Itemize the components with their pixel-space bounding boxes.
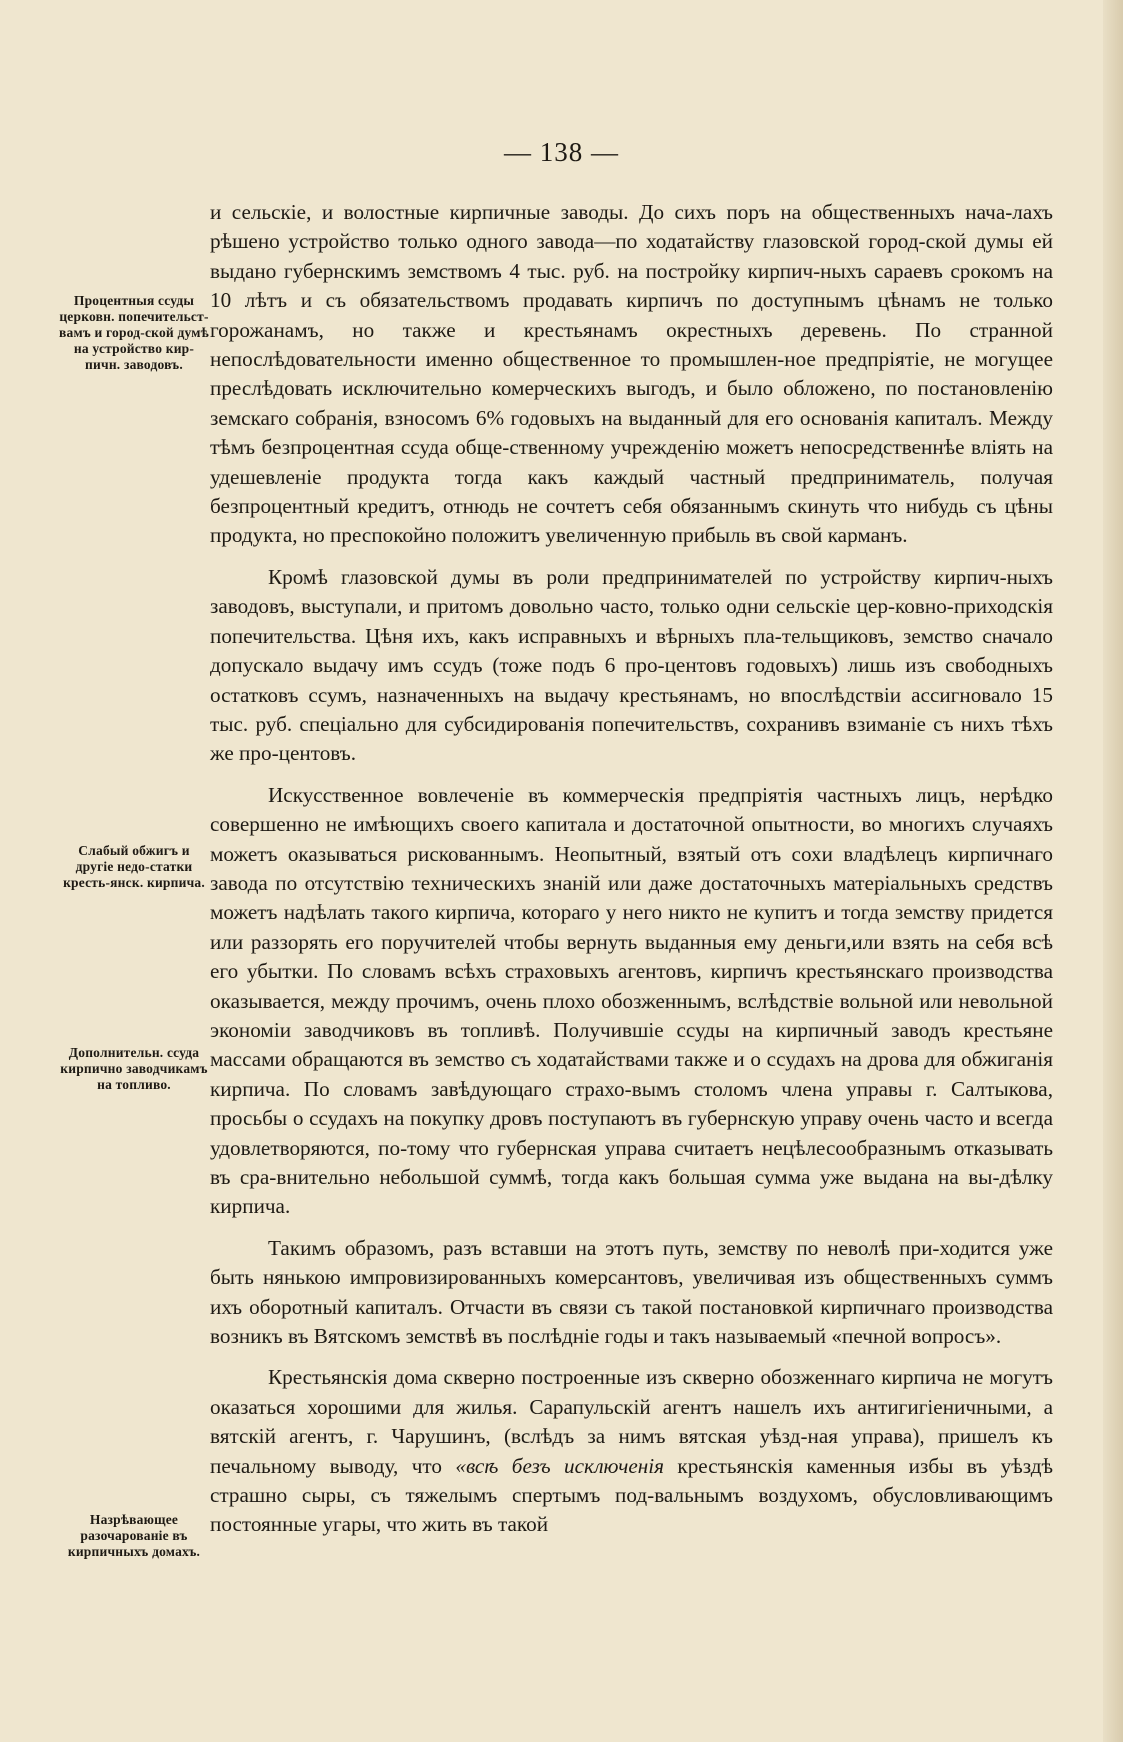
paragraph-text: крестьянскія каменныя избы въ уѣздѣ страшно сыры, съ тяжелымъ спертымъ под-вальнымъ воздухомъ, обусловливающимъ постоянные угары, что жить въ такой [210, 1453, 1053, 1537]
margin-note-disappointment: Назрѣвающее разочарованіе въ кирпичныхъ домахъ. [67, 1512, 201, 1559]
paragraph: Кромѣ глазовской думы въ роли предпринимателей по устройству кирпич-ныхъ заводовъ, выступали, и притомъ довольно часто, только одни сельскіе цер-ковно-приходскія попечительства. Цѣня ихъ, какъ исправныхъ и вѣрныхъ пла-тельщиковъ, земство сначало допускало выдачу имъ ссудъ (тоже подъ 6 про-центовъ годовыхъ) лишь изъ свободныхъ остатковъ ссумъ, назначенныхъ на выдачу крестьянамъ, но впослѣдствіи ассигновало 15 тыс. руб. спеціально для субсидированія попечительствъ, сохранивъ взиманіе съ нихъ тѣхъ же про-центовъ. [210, 564, 1053, 766]
paragraph: Такимъ образомъ, разъ вставши на этотъ путь, земству по неволѣ при-ходится уже быть нянькою импровизированныхъ комерсантовъ, увеличивая изъ общественныхъ суммъ ихъ оборотный капиталъ. Отчасти въ связи съ такой постановкой кирпичнаго производства возникъ въ Вятскомъ земствѣ въ послѣдніе годы и такъ называемый «печной вопросъ». [210, 1235, 1053, 1349]
paragraph-last [210, 1363, 1053, 1539]
page-number: — 138 — [504, 137, 619, 167]
margin-note-fuel-loan: Дополнительн. ссуда кирпично заводчикамъ на топливо. [60, 1045, 208, 1092]
page-edge [1103, 0, 1123, 1742]
margin-note-loans: Процентныя ссуды церковн. попечительст-вамъ и город-ской думѣ на устройство кир-пичн. заводовъ. [59, 293, 209, 372]
paragraph: Искусственное вовлеченіе въ коммерческія предпріятія частныхъ лицъ, нерѣдко совершенно не имѣющихъ своего капитала и достаточной опытности, во многихъ случаяхъ можетъ оказываться рискованнымъ. Неопытный, взятый отъ сохи владѣлецъ кирпичнаго завода по отсутствію техническихъ знаній или даже достаточныхъ матеріальныхъ средствъ можетъ надѣлать такого кирпича, котораго у него никто не купитъ и тогда земству придется или раззорять его поручителей чтобы вернуть выданныя ему деньги,или взять на себя всѣ его убытки. По словамъ всѣхъ страховыхъ агентовъ, кирпичъ крестьянскаго производства оказывается, между прочимъ, очень плохо обозженнымъ, вслѣдствіе вольной или невольной экономіи заводчиковъ въ топливѣ. Получившіе ссуды на кирпичный заводъ крестьяне массами обращаются въ земство съ ходатайствами также и о ссудахъ на дрова для обжиганія кирпича. По словамъ завѣдующаго страхо-вымъ столомъ члена управы г. Салтыкова, просьбы о ссудахъ на покупку дровъ поступаютъ въ губернскую управу очень часто и всегда удовлетворяются, по-тому что губернская управа считаетъ нецѣлесообразнымъ отказывать въ сра-внительно небольшой суммѣ, тогда какъ большая сумма уже выдана на вы-дѣлку кирпича. [210, 782, 1053, 1219]
paragraph-text: Крестьянскія дома скверно построенные изъ скверно обозженнаго кирпича не могутъ оказаться хорошими для жилья. Сарапульскій агентъ нашелъ ихъ антигигіеничными, а вятскій агентъ, г. Чарушинъ, (вслѣдъ за нимъ вятская уѣзд-ная управа), пришелъ къ печальному выводу, что [210, 1365, 1053, 1478]
body-text [210, 198, 1053, 1552]
paragraph: и сельскіе, и волостные кирпичные заводы. До сихъ поръ на общественныхъ нача-лахъ рѣшено устройство только одного завода—по ходатайству глазовской город-ской думы ей выдано губернскимъ земствомъ 4 тыс. руб. на постройку кирпич-ныхъ сараевъ срокомъ на 10 лѣтъ и съ обязательствомъ продавать кирпичъ по доступнымъ цѣнамъ не только горожанамъ, но также и крестьянамъ окрестныхъ деревень. По странной непослѣдовательности именно общественное то промышлен-ное предпріятіе, не могущее преслѣдовать исключительно комерческихъ выгодъ, и было обложено, по постановленію земскаго собранія, взносомъ 6% годовыхъ на выданный для его основанія капиталъ. Между тѣмъ безпроцентная ссуда обще-ственному учрежденію можетъ непосредственнѣе вліять на удешевленіе продукта тогда какъ каждый частный предприниматель, получая безпроцентный кредитъ, отнюдь не сочтетъ себя обязаннымъ скинуть что нибудь съ цѣны продукта, но преспокойно положитъ увеличенную прибыль въ свой карманъ. [210, 200, 1053, 548]
italic-emphasis: «всѣ безъ исключенія [455, 1453, 664, 1478]
margin-note-brick-quality: Слабый обжигъ и другіе недо-статки кресть-янск. кирпича. [63, 843, 205, 890]
